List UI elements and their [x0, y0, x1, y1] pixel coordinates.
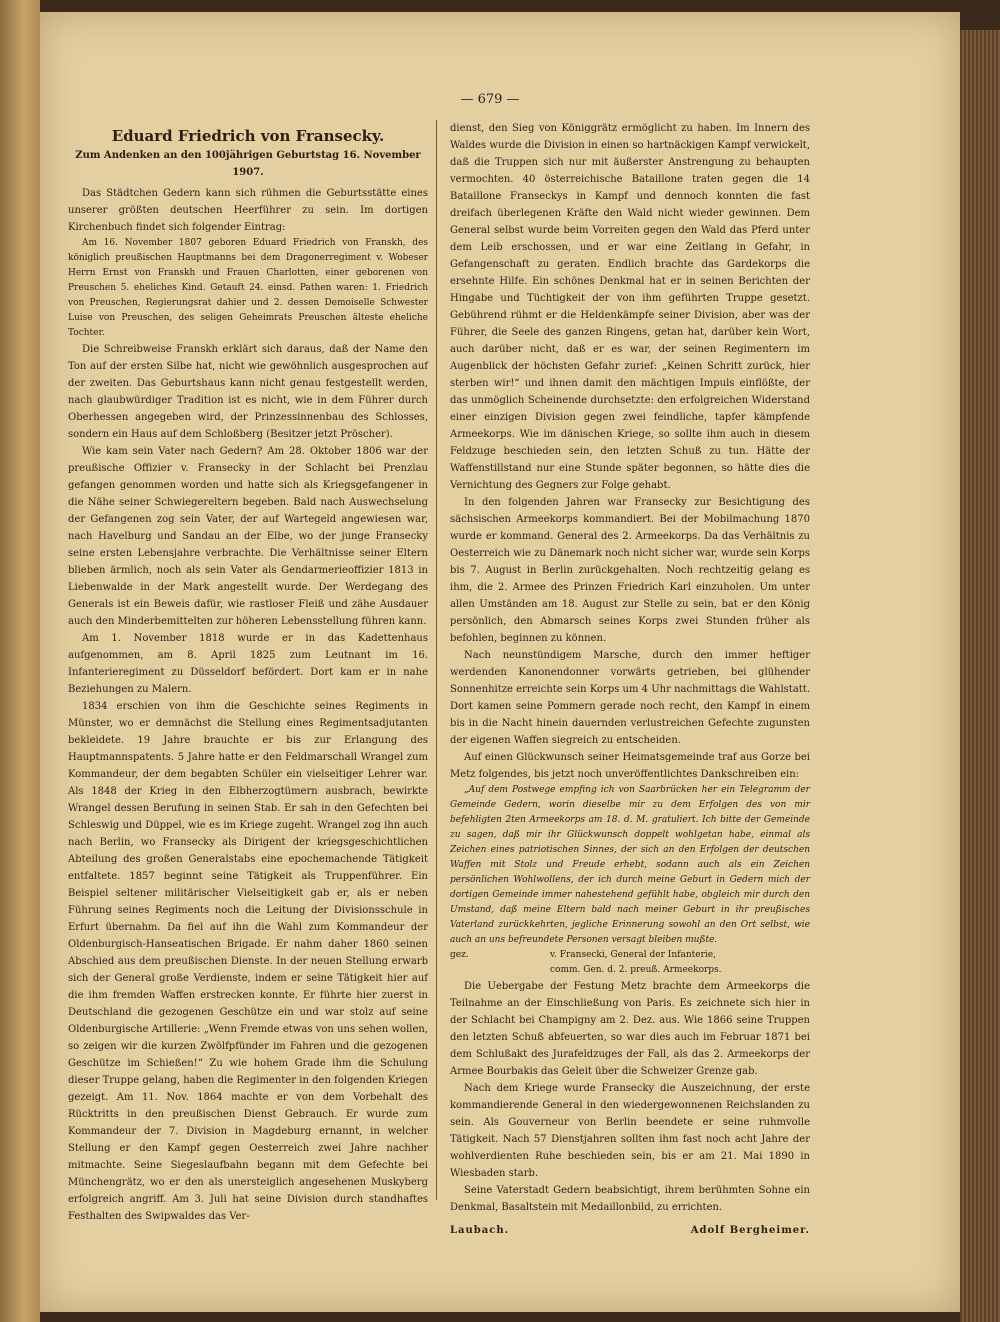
paragraph: Das Städtchen Gedern kann sich rühmen die Geburtsstätte eines unserer größten deutschen Heerführer zu sein. Im dortigen Kirchenbuch findet sich folgender Eintrag: [68, 188, 428, 233]
church-record-entry: Am 16. November 1807 geboren Eduard Friedrich von Franskh, des königlich preußischen Hauptmanns bei dem Dragonerregiment v. Wobeser Herrn Ernst von Franskh und Frauen Charlotten, einer geborenen von Preuschen 5. eheliches Kind. Getauft 24. einsd. Pathen waren: 1. Friedrich von Preuschen, Regierungsrat dahier und 2. dessen Demoiselle Schwester Luise von Preuschen, des seligen Geheimrats Preuschen älteste eheliche Tochter. [68, 238, 428, 338]
article-title: Eduard Friedrich von Fransecky. [111, 127, 385, 145]
right-column [450, 120, 810, 1239]
left-column [68, 120, 428, 1225]
letter-signature-line2: comm. Gen. d. 2. preuß. Armeekorps. [550, 965, 722, 975]
letter-signature-line1: v. Fransecki, General der Infanterie, [550, 950, 716, 960]
paragraph: 1834 erschien von ihm die Geschichte seines Regiments in Münster, wo er demnächst die Stellung eines Regimentsadjutanten bekleidete. 19 Jahre brauchte er bis zur Erlangung des Hauptmannspatents. 5 Jahre hatte er den Feldmarschall Wrangel zum Kommandeur, der dem begabten Schüler ein vielseitiger Lehrer war. Als 1848 der Krieg in den Elbherzogtümern ausbrach, bewirkte Wrangel dessen Berufung in seinen Stab. Er sah in den Gefechten bei Schleswig und Düppel, wie es im Kriege zugeht. Wrangel zog ihn auch nach Berlin, wo Fransecky als Dirigent der kriegsgeschichtlichen Abteilung des großen Generalstabs eine epochemachende Tätigkeit entfaltete. 1857 beginnt seine Tätigkeit als Truppenführer. Ein Beispiel seltener militärischer Vielseitigkeit gab er, als er neben Führung seines Regiments noch die Leitung der Divisionsschule in Erfurt übernahm. Da fiel auf ihn die Wahl zum Kommandeur der Oldenburgisch-Hanseatischen Brigade. Er nahm daher 1860 seinen Abschied aus dem preußischen Dienste. In der neuen Stellung erwarb sich der General große Verdienste, indem er seine Tätigkeit hier auf die ihm fremden Waffen erstrecken konnte. Er führte hier zuerst in Deutschland die gezogenen Geschütze ein und war stolz auf seine Oldenburgische Artillerie: „Wenn Fremde etwas von uns sehen wollen, so zeigen wir die kurzen Zwölfpfünder im Fahren und die gezogenen Geschütze im Schießen!“ Zu wie hohem Grade ihm die Schulung dieser Truppe gelang, haben die Regimenter in den folgenden Kriegen gezeigt. Am 11. Nov. 1864 machte er von dem Vorbehalt des Rücktritts in den preußischen Dienst Gebrauch. Er wurde zum Kommandeur der 7. Division in Magdeburg ernannt, in welcher Stellung er den Kampf gegen Oesterreich zwei Jahre nachher mitmachte. Seine Siegeslaufbahn begann mit dem Gefechte bei Münchengrätz, wo er den als unersteiglich angesehenen Muskyberg erfolgreich angriff. Am 3. Juli hat seine Division durch standhaftes Festhalten des Swipwaldes das Ver- [68, 701, 428, 1222]
letter-signature [450, 948, 810, 963]
article-signature [450, 1222, 810, 1239]
spacer [450, 963, 490, 978]
author: Adolf Bergheimer. [690, 1225, 810, 1236]
letter-signature-2 [450, 963, 810, 978]
column-divider [436, 120, 437, 1200]
page-number: — 679 — [460, 92, 520, 107]
paragraph: Am 1. November 1818 wurde er in das Kadettenhaus aufgenommen, am 8. April 1825 zum Leutnant im 16. Infanterieregiment zu Düsseldorf befördert. Dort kam er in nahe Beziehungen zu Malern. [68, 633, 428, 695]
paragraph: Seine Vaterstadt Gedern beabsichtigt, ihrem berühmten Sohne ein Denkmal, Basaltstein mit Medaillonbild, zu errichten. [450, 1185, 810, 1213]
paragraph: Nach neunstündigem Marsche, durch den immer heftiger werdenden Kanonendonner vorwärts getrieben, bei glühender Sonnenhitze erreichte sein Korps um 4 Uhr nachmittags die Wahlstatt. Dort kamen seine Pommern gerade noch recht, den Kampf in einem bis in die Nacht hinein dauernden verlustreichen Gefechte zugunsten der eigenen Waffen siegreich zu entscheiden. [450, 650, 810, 746]
paragraph: Auf einen Glückwunsch seiner Heimatsgemeinde traf aus Gorze bei Metz folgendes, bis jetzt noch unveröffentlichtes Dankschreiben ein: [450, 752, 810, 780]
book-page-edges [960, 30, 1000, 1322]
place: Laubach. [450, 1225, 510, 1236]
book-spine-left [0, 0, 40, 1322]
paragraph: dienst, den Sieg von Königgrätz ermöglicht zu haben. Im Innern des Waldes wurde die Division in einen so hartnäckigen Kampf verwickelt, daß die Truppen sich nur mit äußerster Anstrengung zu behaupten vermochten. 40 österreichische Bataillone traten gegen die 14 Bataillone Franseckys in Kampf und dennoch konnten die fast dreifach überlegenen Kräfte den Wald nicht wieder gewinnen. Dem General selbst wurde beim Vorreiten gegen den Wald das Pferd unter dem Leib erschossen, und er war eine Zeitlang in Gefahr, in Gefangenschaft zu geraten. Endlich brachte das Gardekorps die ersehnte Hilfe. Ein schönes Denkmal hat er in seinen Berichten der Hingabe und Tüchtigkeit der von ihm geführten Truppe gesetzt. Gebührend rühmt er die Heldenkämpfe seiner Division, aber was der Führer, die Seele des ganzen Ringens, getan hat, darüber kein Wort, auch darüber nicht, daß er es war, der seinen Regimentern im Augenblick der höchsten Gefahr zurief: „Keinen Schritt zurück, hier sterben wir!“ und ihnen damit den mächtigen Impuls einflößte, der das unmöglich Scheinende durchsetzte: den erfolgreichen Widerstand einer einzigen Division gegen zwei feindliche, tapfer kämpfende Armeekorps. Wie im dänischen Kriege, so sollte ihm auch in diesem Feldzuge beschieden sein, den letzten Schuß zu tun. Hätte der Waffenstillstand nur eine Stunde später begonnen, so hätte dies die Vernichtung des Gegners zur Folge gehabt. [450, 123, 810, 491]
paragraph: Wie kam sein Vater nach Gedern? Am 28. Oktober 1806 war der preußische Offizier v. Fransecky in der Schlacht bei Prenzlau gefangen genommen worden und hatte sich als Kriegsgefangener in die Nähe seiner Schwiegereltern begeben. Bald nach Auswechselung der Gefangenen zog sein Vater, der auf Wartegeld angewiesen war, nach Havelburg und Sandau an der Elbe, wo der junge Fransecky seine ersten Lebensjahre verbrachte. Die Verhältnisse seiner Eltern blieben ärmlich, noch als sein Vater als Gendarmerieoffizier 1813 in Liebenwalde in der Mark angestellt wurde. Der Werdegang des Generals ist ein Beweis dafür, wie rastloser Fleiß und zähe Ausdauer auch den Minderbemittelten zur höheren Lebensstellung führen kann. [68, 446, 428, 627]
paragraph: In den folgenden Jahren war Fransecky zur Besichtigung des sächsischen Armeekorps kommandiert. Bei der Mobilmachung 1870 wurde er kommand. General des 2. Armeekorps. Da das Verhältnis zu Oesterreich wie zu Dänemark noch nicht sicher war, wurde sein Korps bis 7. August in Berlin zurückgehalten. Noch rechtzeitig gelang es ihm, die 2. Armee des Prinzen Friedrich Karl einzuholen. Um unter allen Umständen am 18. August zur Stelle zu sein, bat er den König persönlich, den Abmarsch seines Korps zwei Stunden früher als befohlen, beginnen zu können. [450, 497, 810, 644]
paragraph: Die Uebergabe der Festung Metz brachte dem Armeekorps die Teilnahme an der Einschließung von Paris. Es zeichnete sich hier in der Schlacht bei Champigny am 2. Dez. aus. Wie 1866 seine Truppen den letzten Schuß abfeuerten, so war dies auch im Februar 1871 bei dem Schlußakt des Jurafeldzuges der Fall, als das 2. Armeekorps der Armee Bourbakis das Geleit über die Schweizer Grenze gab. [450, 981, 810, 1077]
paragraph: Nach dem Kriege wurde Fransecky die Auszeichnung, der erste kommandierende General in den wiedergewonnenen Reichslanden zu sein. Als Gouverneur von Berlin beendete er seine ruhmvolle Tätigkeit. Nach 57 Dienstjahren sollten ihm fast noch acht Jahre der wohlverdienten Ruhe beschieden sein, bis er am 21. Mai 1890 in Wiesbaden starb. [450, 1083, 810, 1179]
letter-signature-label: gez. [450, 950, 469, 960]
article-subtitle: Zum Andenken an den 100jährigen Geburtstag 16. November 1907. [75, 150, 421, 178]
letter-quote: „Auf dem Postwege empfing ich von Saarbrücken her ein Telegramm der Gemeinde Gedern, worin dieselbe mir zu dem Erfolgen des von mir befehligten 2ten Armeekorps am 18. d. M. gratuliert. Ich bitte der Gemeinde zu sagen, daß mir ihr Glückwunsch doppelt wohlgetan habe, einmal als Zeichen eines patriotischen Sinnes, der sich an den Erfolgen der deutschen Waffen mit Stolz und Freude erhebt, sodann auch als ein Zeichen persönlichen Wohlwollens, der ich durch meine Geburt in Gedern mich der dortigen Gemeinde immer nahestehend gefühlt habe, obgleich mir durch den Umstand, daß meine Eltern bald nach meiner Geburt in ihr preußisches Vaterland zurückkehrten, jegliche Erinnerung sowohl an den Ort selbst, wie auch an uns befreundete Personen versagt bleiben mußte. [450, 785, 810, 945]
paragraph: Die Schreibweise Franskh erklärt sich daraus, daß der Name den Ton auf der ersten Silbe hat, nicht wie gewöhnlich ausgesprochen auf der zweiten. Das Geburtshaus kann nicht genau festgestellt werden, nach glaubwürdiger Tradition ist es nicht, wie in dem Führer durch Oberhessen angegeben wird, der Prinzessinnenbau des Schlosses, sondern ein Haus auf dem Schloßberg (Besitzer jetzt Pröscher). [68, 344, 428, 440]
